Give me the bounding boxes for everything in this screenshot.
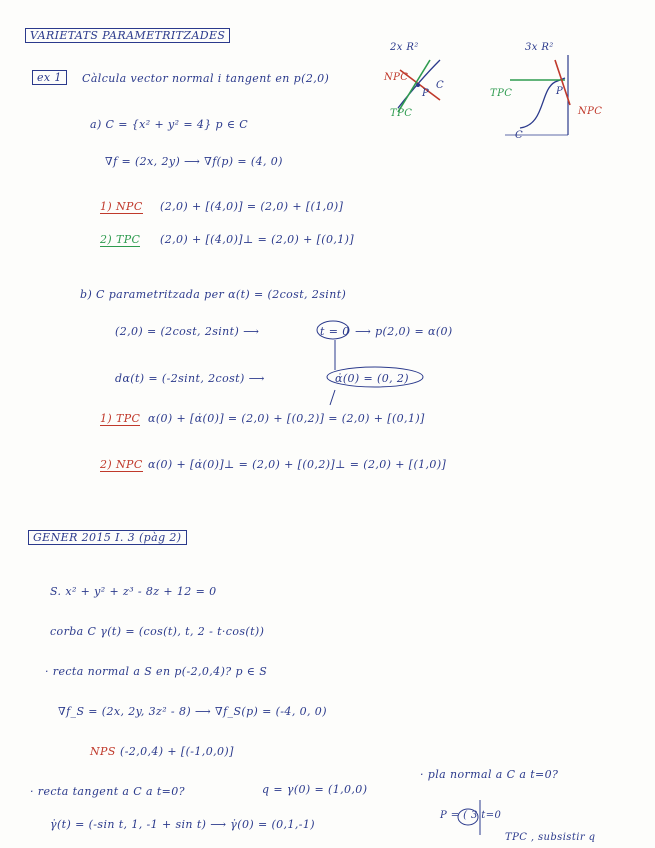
ex2-bottom-right: P = ( 3 t=0	[440, 810, 502, 821]
sketch1-label: 2x R²	[390, 42, 419, 53]
ex1-b-line1-end: ⟶ p(2,0) = α(0)	[355, 325, 453, 338]
tangent-line-sketch	[398, 60, 430, 112]
exercise1-tag: ex 1	[32, 70, 67, 85]
sketch1-p: P	[422, 88, 430, 99]
sketch2-tpc: TPC	[490, 88, 513, 99]
ex1-b-line2: dα(t) = (-2sint, 2cost) ⟶	[115, 372, 265, 385]
sketch2-label: 3x R²	[525, 42, 554, 53]
page-title: VARIETATS PARAMETRITZADES	[25, 28, 230, 43]
ex1-b-tpc: α(0) + [α̇(0)] = (2,0) + [(0,2)] = (2,0) + [(0,1)]	[148, 412, 425, 425]
ex2-plane-question: · pla normal a C a t=0?	[420, 768, 559, 781]
ex1-a-curve: a) C = {x² + y² = 4} p ∈ C	[90, 118, 249, 131]
sketch2-p: P	[556, 86, 564, 97]
ex2-gamma-dot: γ̇(t) = (-sin t, 1, -1 + sin t) ⟶ γ̇(0) = (0,1,-1)	[50, 818, 315, 831]
ex2-q-point: q = γ(0) = (1,0,0)	[262, 783, 368, 796]
sketch2-npc: NPC	[578, 106, 603, 117]
exercise1-statement: Càlcula vector normal i tangent en p(2,0)	[82, 72, 330, 85]
sketch1-tpc: TPC	[390, 108, 413, 119]
ex1-b-line1: (2,0) = (2cost, 2sint) ⟶	[115, 325, 260, 338]
ex1-b-t0: t = 0	[320, 325, 350, 338]
ex1-b-npc-label: 2) NPC	[100, 458, 143, 471]
ex1-a-tpc: (2,0) + [(4,0)]⊥ = (2,0) + [(0,1)]	[160, 233, 355, 246]
ex1-b-npc: α(0) + [α̇(0)]⊥ = (2,0) + [(0,2)]⊥ = (2,0) + [(1,0)]	[148, 458, 447, 471]
sketch2-c: C	[515, 130, 524, 141]
ex2-surface: S. x² + y² + z³ - 8z + 12 = 0	[50, 585, 217, 598]
sketch1-npc: NPC	[384, 72, 409, 83]
ex2-tpc-note: TPC , subsistir q	[505, 832, 596, 843]
ex1-a-npc: (2,0) + [(4,0)] = (2,0) + [(1,0)]	[160, 200, 344, 213]
sketch1-c: C	[436, 80, 445, 91]
exercise2-tag: GENER 2015 I. 3 (pàg 2)	[28, 530, 187, 545]
ex1-a-tpc-label: 2) TPC	[100, 233, 141, 246]
ex2-nps: (-2,0,4) + [(-1,0,0)]	[120, 745, 234, 758]
ex1-b-curve: b) C parametritzada per α(t) = (2cost, 2sint)	[80, 288, 347, 301]
ex2-grad: ∇f_S = (2x, 2y, 3z² - 8) ⟶ ∇f_S(p) = (-4, 0, 0)	[58, 705, 327, 718]
ex2-curve: corba C γ(t) = (cos(t), t, 2 - t·cos(t))	[50, 625, 265, 638]
ex2-nps-label: NPS	[90, 745, 116, 758]
ex2-tangent-question: · recta tangent a C a t=0?	[30, 785, 185, 798]
ex2-normal-question: · recta normal a S en p(-2,0,4)? p ∈ S	[45, 665, 268, 678]
ex1-b-tpc-label: 1) TPC	[100, 412, 141, 425]
ex1-a-npc-label: 1) NPC	[100, 200, 143, 213]
ex1-a-grad: ∇f = (2x, 2y) ⟶ ∇f(p) = (4, 0)	[105, 155, 283, 168]
ex1-b-deriv: α̇(0) = (0, 2)	[335, 372, 409, 385]
